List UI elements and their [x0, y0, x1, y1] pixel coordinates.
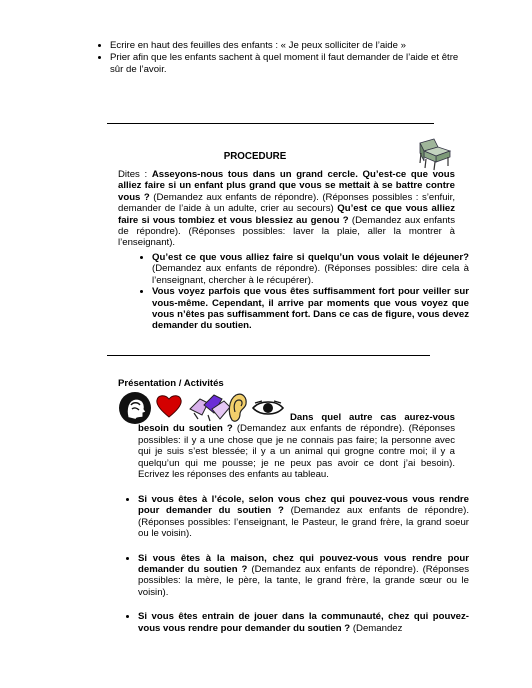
intro-item: • Prier afin que les enfants sachent à quel moment il faut demander de l’aide et être sûr de l’avoir.: [110, 52, 470, 75]
procedure-item-note: (Demandez aux enfants de répondre). (Réponses possibles: dire cela à l’enseignant, chercher à le récupérer).: [152, 263, 469, 286]
procedure-item: [152, 252, 469, 286]
divider: [107, 123, 434, 124]
dites-label: Dites :: [118, 169, 148, 180]
activities-list: [124, 494, 469, 647]
activity-item-note: (Demandez aux enfants de répondre). (Réponses possibles: l’enseignant, le Pasteur, le grand frère, la grand soeur ou le voisin).: [138, 505, 470, 540]
activity-item-question: Si vous êtes à l’école, selon vous chez qui pouvez-vous vous rendre pour demander du soutien ?: [138, 494, 469, 517]
activity-item: [138, 553, 469, 599]
procedure-item: [152, 286, 469, 332]
procedure-title: PROCEDURE: [223, 151, 287, 162]
activity-item-question: Si vous êtes entrain de jouer dans la communauté, chez qui pouvez-vous vous rendre pour demander du soutien ?: [138, 611, 469, 634]
activity-note: (Demandez aux enfants de répondre). (Réponses possibles: il y a une chose que je ne connais pas faire; la personne avec qui je suis s’est blessée; il y a un animal qui grogne contre moi; il y a quelqu’un qui me pousse; je ne peux pas avoir ce dont j’ai besoin). Ecrivez les réponses des enfants au tableau.: [138, 423, 456, 481]
question-1-note: (Demandez aux enfants de répondre). (Réponses possibles : s’enfuir, demander de l’aide à un adulte, crier au secours): [118, 191, 456, 215]
question-1: Asseyons-nous tous dans un grand cercle. Qu’est-ce que vous alliez faire si un enfant plus grand que vous se mettait à se battre contre vous ?: [118, 169, 455, 203]
activity-item: [138, 611, 469, 634]
activity-item-note: (Demandez: [352, 622, 403, 634]
question-2: Qu’est ce que vous alliez faire si vous tombiez et vous blessiez au genou ?: [118, 203, 455, 226]
activity-first-question: [138, 412, 455, 480]
activities-heading: Présentation / Activités: [118, 378, 224, 389]
activity-item-question: Si vous êtes à la maison, chez qui pouvez-vous vous rendre pour demander du soutien ?: [138, 552, 469, 576]
activity-question: Dans quel autre cas aurez-vous besoin du soutien ?: [138, 412, 455, 435]
activity-item: [138, 494, 469, 540]
procedure-item-question: Vous voyez parfois que vous êtes suffisamment fort pour veiller sur vous-même. Cependant, il arrive par moments que vous voyez que vous n’êtes pas suffisamment fort. Dans ce cas de figure, vous devez demander du soutien.: [152, 286, 469, 332]
activity-item-note: (Demandez aux enfants de répondre). (Réponses possibles: la mère, le père, la tante, le grand frère, la grande sœur ou le voisin).: [138, 564, 470, 598]
procedure-text: [118, 169, 455, 249]
question-2-note: (Demandez aux enfants de répondre). (Réponses possibles: laver la plaie, aller la montrer à l’enseignant).: [118, 214, 455, 249]
chair-clipart-icon: [410, 137, 456, 171]
divider: [107, 355, 430, 356]
procedure-item-question: Qu’est ce que vous alliez faire si quelqu’un vous volait le déjeuner?: [152, 252, 469, 263]
intro-item: • Ecrire en haut des feuilles des enfants : « Je peux solliciter de l’aide »: [110, 40, 470, 51]
intro-list: [96, 40, 470, 76]
procedure-list: [138, 252, 469, 332]
